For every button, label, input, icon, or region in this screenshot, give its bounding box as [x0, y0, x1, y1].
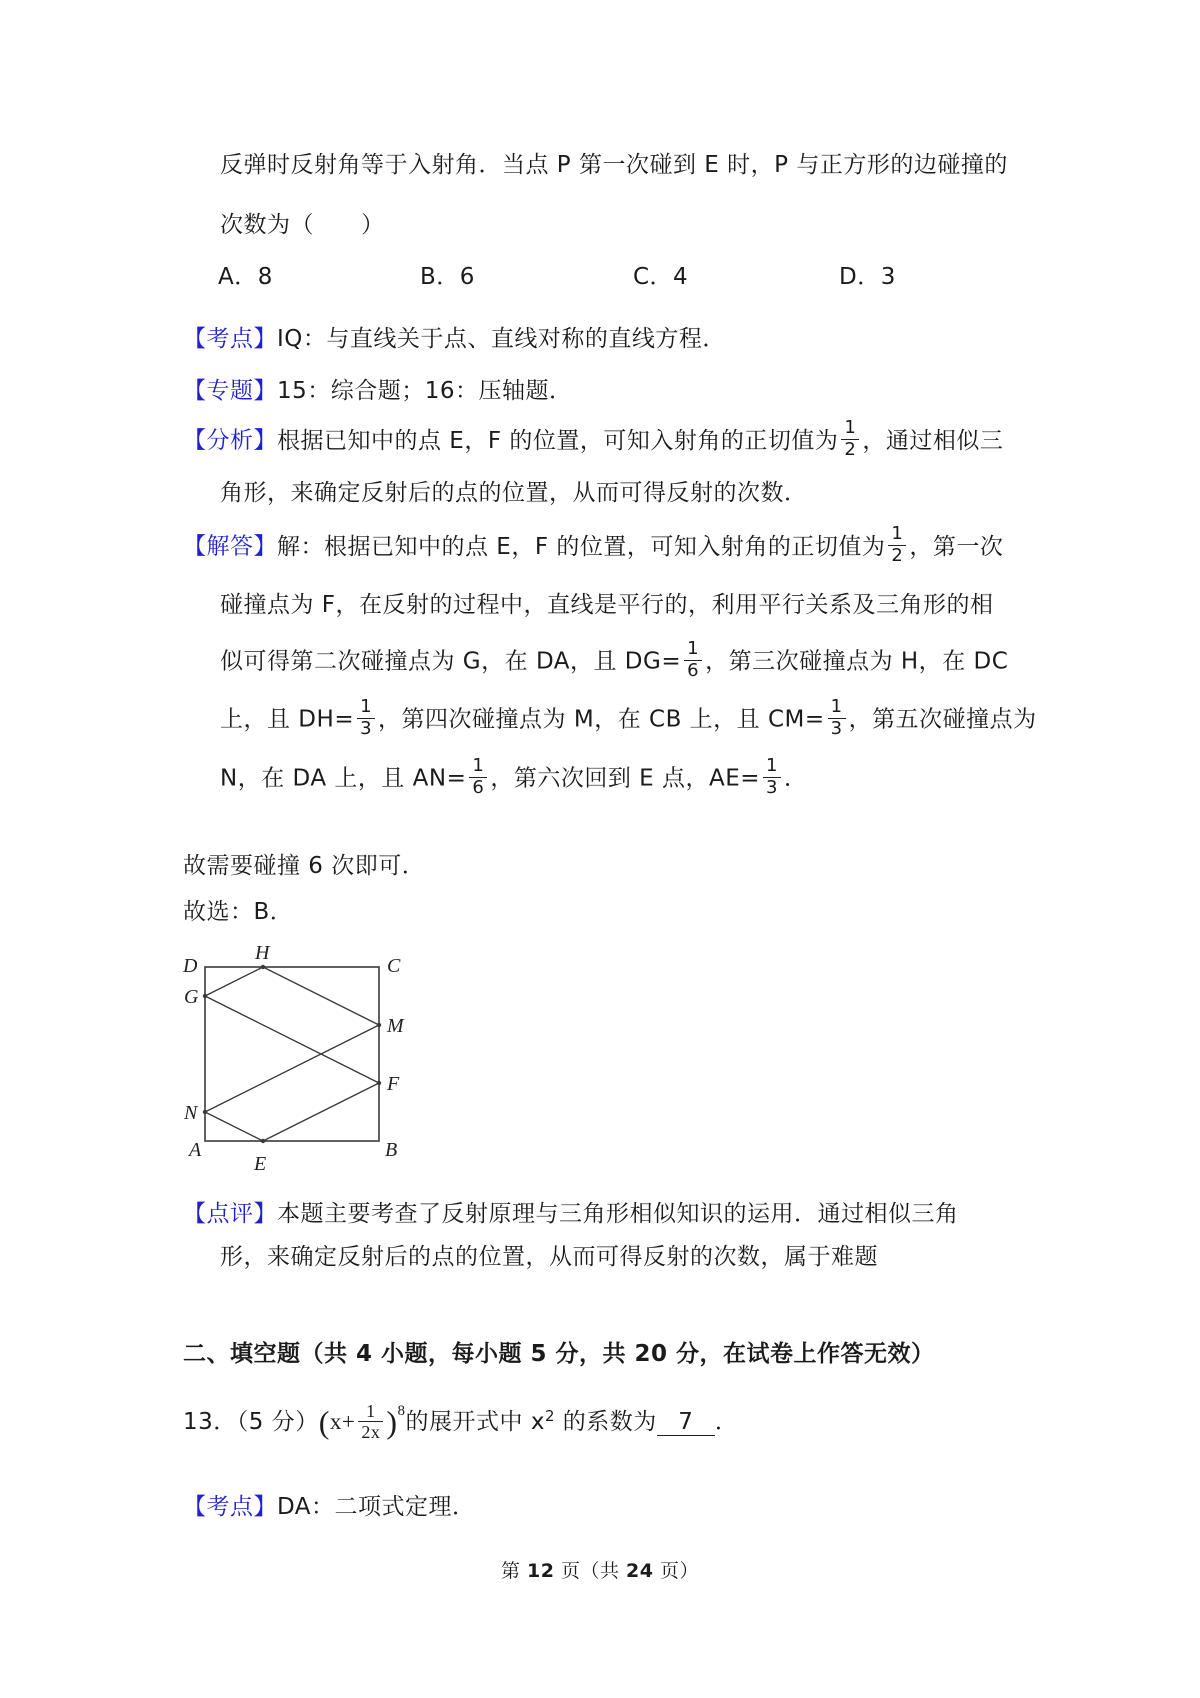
text-run: 解：根据已知中的点 E，F 的位置，可知入射角的正切值为	[277, 533, 886, 560]
bounce-point-dot	[203, 994, 207, 998]
question13-text2: 的系数为	[555, 1409, 657, 1435]
text-run: ，第四次碰撞点为 M，在 CB 上，且 CM=	[378, 706, 825, 733]
text-run: 似可得第二次碰撞点为 G，在 DA，且 DG=	[220, 648, 682, 675]
fraction	[888, 524, 906, 566]
fraction	[841, 418, 859, 460]
question13-period: ．	[714, 1409, 739, 1435]
bounce-point-dot	[261, 965, 265, 969]
dianping-text1: 本题主要考查了反射原理与三角形相似知识的运用．通过相似三角	[277, 1201, 959, 1227]
reflection-diagram	[170, 939, 430, 1189]
page-footer	[0, 1556, 1200, 1583]
fraction-numerator: 1	[684, 639, 702, 661]
fraction-numerator: 1	[358, 1401, 383, 1423]
jieda-line5	[220, 755, 808, 800]
jieda-conclusion2: 故选：B．	[183, 899, 294, 925]
fraction-denominator: 3	[766, 776, 778, 798]
answer-blank: 7	[657, 1409, 715, 1436]
fraction	[684, 639, 702, 681]
footer-page-number: 12	[527, 1560, 555, 1582]
question-stem-line2: 次数为（ ）	[220, 212, 385, 238]
fraction-numerator: 1	[469, 756, 487, 778]
jieda-line3	[220, 638, 1009, 683]
kaodian-label: 【考点】	[183, 326, 277, 352]
jieda-line4	[220, 696, 1037, 741]
option-b: B．6	[420, 264, 475, 290]
x-superscript: 2	[544, 1407, 555, 1425]
fraction-denominator: 2	[844, 438, 857, 460]
fraction-denominator: 2	[891, 544, 904, 566]
text-run: N，在 DA 上，且 AN=	[220, 765, 467, 792]
footer-total-pages: 24	[626, 1560, 654, 1582]
close-paren: )	[386, 1403, 398, 1440]
jieda-conclusion1: 故需要碰撞 6 次即可．	[183, 853, 426, 879]
diagram-label-H: H	[255, 942, 270, 964]
bounce-point-dot	[377, 1023, 381, 1027]
kaodian13-text: DA：二项式定理．	[277, 1494, 476, 1520]
fraction	[763, 756, 781, 798]
question13-line	[183, 1396, 738, 1445]
diagram-label-G: G	[184, 986, 199, 1008]
diagram-label-F: F	[387, 1073, 400, 1095]
zhuanti-text: 15：综合题；16：压轴题．	[277, 378, 573, 404]
text-run: ，第一次	[909, 533, 1004, 560]
text-run: ．	[784, 765, 808, 792]
fraction	[357, 697, 375, 739]
diagram-label-E: E	[254, 1153, 267, 1175]
fraction-numerator: 1	[888, 524, 906, 546]
dianping-line2: 形，来确定反射后的点的位置，从而可得反射的次数，属于难题	[220, 1244, 878, 1270]
formula-fraction	[358, 1401, 383, 1443]
question13-number: 13．（5 分）	[183, 1409, 319, 1435]
diagram-label-N: N	[184, 1102, 198, 1124]
footer-text: 页）	[653, 1560, 700, 1582]
fraction	[828, 697, 846, 739]
dianping-line1	[183, 1199, 959, 1229]
jieda-label: 【解答】	[183, 533, 277, 560]
jieda-line2: 碰撞点为 F，在反射的过程中，直线是平行的，利用平行关系及三角形的相	[220, 592, 994, 618]
question13-text1: 的展开式中 x	[405, 1409, 545, 1435]
diagram-label-B: B	[385, 1139, 398, 1161]
text-run: ，第五次碰撞点为	[848, 706, 1037, 733]
option-d: D．3	[839, 264, 896, 290]
footer-text: 第	[500, 1560, 527, 1582]
kaodian13-label: 【考点】	[183, 1494, 277, 1520]
fraction-denominator: 6	[687, 659, 700, 681]
fenxi-line1	[183, 417, 1004, 462]
fenxi-label: 【分析】	[183, 427, 277, 454]
bounce-point-dot	[261, 1139, 265, 1143]
kaodian-text: IQ：与直线关于点、直线对称的直线方程．	[277, 326, 726, 352]
section2-header: 二、填空题（共 4 小题，每小题 5 分，共 20 分，在试卷上作答无效）	[183, 1341, 935, 1367]
fraction-denominator: 2x	[361, 1422, 381, 1443]
text-run: 根据已知中的点 E，F 的位置，可知入射角的正切值为	[277, 427, 839, 454]
open-paren: (	[318, 1403, 330, 1440]
diagram-label-A: A	[189, 1139, 202, 1161]
reflection-path	[205, 967, 379, 1141]
diagram-label-C: C	[387, 955, 401, 977]
fenxi-line1-content	[277, 417, 1004, 460]
fraction-denominator: 3	[830, 717, 843, 739]
fraction-numerator: 1	[841, 418, 859, 440]
fraction-numerator: 1	[763, 756, 781, 778]
square-outline	[205, 967, 379, 1141]
kaodian13-line	[183, 1492, 476, 1522]
text-run: 上，且 DH=	[220, 706, 355, 733]
question-stem-line1: 反弹时反射角等于入射角．当点 P 第一次碰到 E 时，P 与正方形的边碰撞的	[220, 152, 1008, 178]
fraction-numerator: 1	[828, 697, 846, 719]
zhuanti-line	[183, 376, 573, 406]
text-run: ，通过相似三	[862, 427, 1004, 454]
footer-text: 页（共	[554, 1560, 627, 1582]
kaodian-line	[183, 324, 726, 354]
options-row	[0, 262, 1200, 294]
jieda-line1	[183, 523, 1004, 568]
fraction-numerator: 1	[357, 697, 375, 719]
option-a: A．8	[218, 264, 273, 290]
option-c: C．4	[633, 264, 689, 290]
bounce-point-dot	[203, 1110, 207, 1114]
text-run: ，第三次碰撞点为 H，在 DC	[705, 648, 1009, 675]
fraction	[469, 756, 487, 798]
formula-x-plus: x+	[329, 1409, 356, 1434]
formula-exponent: 8	[397, 1403, 406, 1419]
fraction-denominator: 3	[360, 717, 373, 739]
dianping-label: 【点评】	[183, 1201, 277, 1227]
question13-formula	[318, 1400, 406, 1443]
fraction-denominator: 6	[472, 776, 485, 798]
bounce-point-dot	[377, 1081, 381, 1085]
text-run: ，第六次回到 E 点，AE=	[490, 765, 761, 792]
reflection-diagram-svg	[170, 939, 430, 1183]
diagram-label-M: M	[387, 1015, 404, 1037]
diagram-label-D: D	[183, 955, 198, 977]
fenxi-line2: 角形，来确定反射后的点的位置，从而可得反射的次数．	[220, 480, 808, 506]
jieda-line1-content	[277, 523, 1004, 566]
zhuanti-label: 【专题】	[183, 378, 277, 404]
